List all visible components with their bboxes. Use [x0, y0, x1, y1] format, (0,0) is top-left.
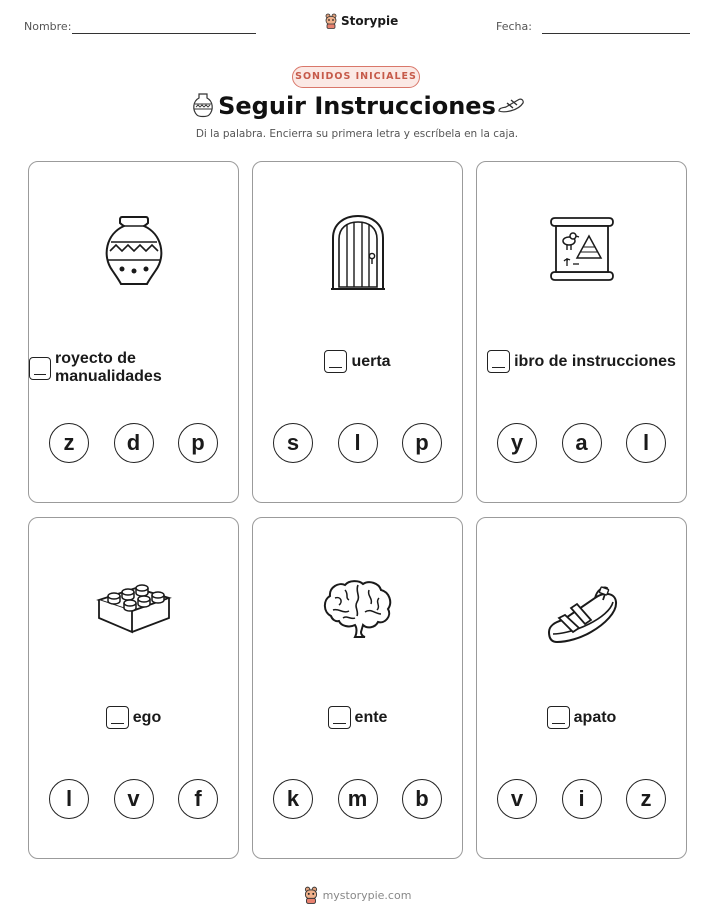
answer-box[interactable]: [547, 706, 570, 729]
letter-option[interactable]: s: [273, 423, 313, 463]
letter-option[interactable]: k: [273, 779, 313, 819]
word-card: [252, 161, 463, 503]
brain-icon: [321, 578, 395, 640]
vase-icon: [102, 214, 166, 288]
word-card: [28, 517, 239, 859]
word-ending: apato: [573, 708, 617, 726]
letter-option[interactable]: d: [114, 423, 154, 463]
letter-option[interactable]: m: [338, 779, 378, 819]
word-prompt: [253, 706, 462, 729]
letter-option[interactable]: z: [49, 423, 89, 463]
word-prompt: [29, 706, 238, 729]
word-card: [28, 161, 239, 503]
word-ending: uerta: [351, 352, 391, 370]
letter-options: [49, 779, 218, 819]
letter-options: [273, 779, 442, 819]
brand-logo: [324, 13, 398, 29]
footer: [0, 886, 714, 904]
answer-box[interactable]: [328, 706, 351, 729]
letter-option[interactable]: v: [114, 779, 154, 819]
sandal-icon: [545, 582, 619, 646]
letter-option[interactable]: a: [562, 423, 602, 463]
letter-options: [273, 423, 442, 463]
answer-box[interactable]: [29, 357, 51, 380]
lego-brick-icon: [96, 574, 172, 636]
brand-name: Storypie: [341, 14, 399, 28]
date-label: Fecha:: [496, 20, 532, 33]
letter-option[interactable]: l: [338, 423, 378, 463]
letter-option[interactable]: l: [49, 779, 89, 819]
page-title: Seguir Instrucciones: [218, 92, 496, 120]
footer-url[interactable]: mystorypie.com: [322, 888, 412, 902]
answer-box[interactable]: [106, 706, 129, 729]
word-prompt: [477, 706, 686, 729]
answer-box[interactable]: [487, 350, 510, 373]
letter-option[interactable]: p: [178, 423, 218, 463]
name-field[interactable]: [72, 33, 256, 34]
letter-option[interactable]: i: [562, 779, 602, 819]
letter-options: [49, 423, 218, 463]
word-ending: ente: [354, 708, 388, 726]
date-field[interactable]: [542, 33, 690, 34]
answer-box[interactable]: [324, 350, 347, 373]
door-icon: [330, 214, 386, 292]
scroll-icon: [549, 214, 615, 284]
letter-option[interactable]: v: [497, 779, 537, 819]
mascot-icon: [303, 886, 319, 904]
word-card: [252, 517, 463, 859]
letter-options: [497, 423, 666, 463]
letter-option[interactable]: z: [626, 779, 666, 819]
mascot-icon: [324, 13, 338, 29]
sandal-icon: [496, 93, 526, 117]
letter-option[interactable]: b: [402, 779, 442, 819]
letter-option[interactable]: p: [402, 423, 442, 463]
word-ending: ibro de instrucciones: [514, 352, 676, 370]
letter-options: [497, 779, 666, 819]
topic-badge: SONIDOS INICIALES: [292, 66, 420, 88]
word-ending: royecto de manualidades: [55, 350, 162, 385]
word-card: [476, 161, 687, 503]
word-prompt: [29, 350, 238, 386]
letter-option[interactable]: l: [626, 423, 666, 463]
name-label: Nombre:: [24, 20, 72, 33]
word-prompt: [253, 350, 462, 373]
letter-option[interactable]: y: [497, 423, 537, 463]
word-ending: ego: [132, 708, 162, 726]
letter-option[interactable]: f: [178, 779, 218, 819]
instructions: Di la palabra. Encierra su primera letra y escríbela en la caja.: [195, 128, 519, 140]
word-card: [476, 517, 687, 859]
word-prompt: [477, 350, 686, 373]
